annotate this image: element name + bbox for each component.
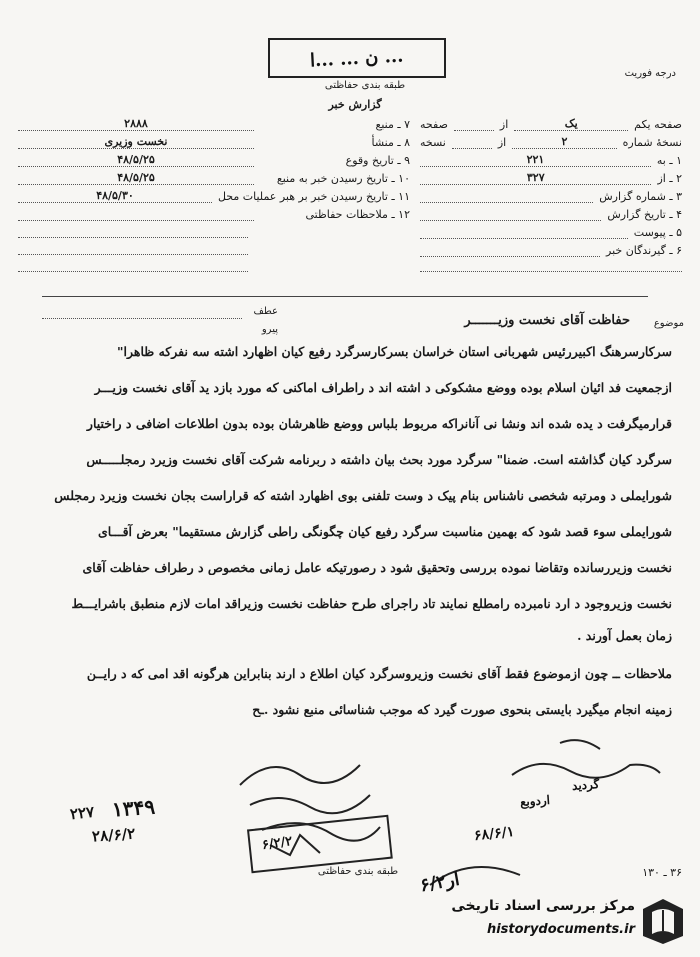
subject-label: موضوع xyxy=(653,318,684,329)
left-fields xyxy=(18,113,410,272)
hand-note-2: اردوبع xyxy=(519,792,551,810)
document-code: ۳۶ ـ ۱۳۰ xyxy=(642,866,682,879)
field-news-to-ops-date-label: ۱۱ ـ تاریخ رسیدن خبر بر هبر عملیات محل xyxy=(217,190,410,203)
field-source-value: ۲۸۸۸ xyxy=(18,118,254,131)
hand-number-1349: ۱۳۴۹ xyxy=(111,794,156,822)
logo-url-text: historydocuments.ir xyxy=(486,922,635,937)
field-report-date-value xyxy=(420,208,601,221)
body-line-9: زمان بعمل آورند . xyxy=(577,628,672,643)
body-line-4: سرگرد کیان گذاشته است. ضمنا" سرگرد مورد بحث بیان داشته د ربرنامه شرکت آقای نخست وزیرد رمجلـــــس xyxy=(86,452,672,467)
page-number-row xyxy=(420,113,682,131)
ref-atf-line xyxy=(42,318,242,319)
field-occurrence-date-label: ۹ ـ تاریخ وقوع xyxy=(345,154,410,167)
field-recipients xyxy=(420,239,682,257)
field-source-label: ۷ ـ منبع xyxy=(375,118,410,131)
field-to-value: ۲۲۱ xyxy=(420,154,651,167)
signature-right xyxy=(512,740,660,778)
field-news-to-ops-date xyxy=(18,185,410,203)
body-line-6: شورایملی سوء قصد شود که بهمین مناسبت سرگرد رفیع کیان چگونگی راطی گزارش مستقیما" بعرض آقـــای xyxy=(98,524,672,539)
copy-suffix: نسخه xyxy=(420,136,446,149)
body-line-3: قرارمیگرفت د یده شده اند ونشا نی آنانراکه مربوط بلباس ووضع ظاهرشان بوده بدون اطلاعات اضافی د راختیار xyxy=(86,416,672,431)
field-attachment-value xyxy=(420,226,628,239)
hand-date-2: ۶۸/۶/۱ xyxy=(473,823,516,845)
copy-value: ۲ xyxy=(512,136,616,149)
field-security-notes xyxy=(18,203,410,221)
copy-number-row xyxy=(420,131,682,149)
field-report-number xyxy=(420,185,682,203)
field-to-label: ۱ ـ به xyxy=(656,154,682,167)
classification-label-top: طبقه بندی حفاظتی xyxy=(324,80,406,91)
report-title: گزارش خبر xyxy=(328,98,382,111)
field-security-notes-value xyxy=(18,208,254,221)
field-security-notes-label: ۱۲ ـ ملاحظات حفاظتی xyxy=(305,208,410,221)
field-news-to-source-date-value: ۴۸/۵/۲۵ xyxy=(18,172,254,185)
field-source xyxy=(18,113,410,131)
field-report-date xyxy=(420,203,682,221)
hand-date-1: ۲۸/۶/۲ xyxy=(91,824,136,846)
hand-date-3: ۶/۲/۲ xyxy=(261,833,294,854)
field-attachment xyxy=(420,221,682,239)
stamp-scribble: ن ... ...ا ... xyxy=(309,45,405,71)
field-report-number-value xyxy=(420,190,593,203)
recipients-extra-line xyxy=(420,257,682,272)
page-value: یک xyxy=(514,118,628,131)
logo-name-text: مرکز بررسی اسناد تاریخی xyxy=(451,898,635,914)
page-label: صفحه یکم xyxy=(634,118,682,131)
body-line-7: نخست وزیررسانده وتقاضا نموده بررسی وتحقیق شود د رصورتیکه عامل زمانی مخصوص د رطراف حفاظت آقای xyxy=(82,560,672,575)
notes-extra-line-2 xyxy=(18,238,248,255)
field-from-value: ۳۲۷ xyxy=(420,172,651,185)
field-report-date-label: ۴ ـ تاریخ گزارش xyxy=(607,208,682,221)
field-occurrence-date-value: ۴۸/۵/۲۵ xyxy=(18,154,254,167)
hand-date-4: ار۶/۲ xyxy=(418,868,462,897)
body-line-11: زمینه انجام میگیرد بایستی بنحوی صورت گیرد که موجب شناسائی منبع نشود .ـح xyxy=(252,702,672,717)
field-origin xyxy=(18,131,410,149)
ref-atf-label: عطف xyxy=(253,306,278,317)
field-news-to-ops-date-value: ۴۸/۵/۳۰ xyxy=(18,190,212,203)
header-divider xyxy=(42,296,648,297)
field-to xyxy=(420,149,682,167)
field-origin-value: نخست وزیری xyxy=(18,136,254,149)
field-recipients-value xyxy=(420,244,600,257)
notes-extra-line-1 xyxy=(18,221,248,238)
logo-book-icon xyxy=(640,896,686,946)
ink-stamp-center xyxy=(240,765,392,872)
field-origin-label: ۸ ـ منشأ xyxy=(371,136,410,149)
page-total-blank xyxy=(454,118,494,131)
field-from xyxy=(420,167,682,185)
field-attachment-label: ۵ ـ پیوست xyxy=(633,226,682,239)
page-mid: از xyxy=(499,118,509,131)
body-line-1: سرکارسرهنگ اکبیررئیس شهربانی استان خراسان بسرکارسرگرد رفیع کیان اظهارد اشته سه نفرکه ظاهرا" xyxy=(116,344,672,359)
hand-note-1: گردید xyxy=(571,777,600,793)
hand-number-227: ۲۲۷ xyxy=(69,802,96,824)
ref-peyro-label: پیرو xyxy=(261,324,278,335)
body-line-5: شورایملی د ومرتبه شخصی ناشناس بنام پیک د وست تلفنی بوی اظهارد اشته که قراراست بجان نخست وزیرد رمجلس xyxy=(54,488,672,503)
right-fields xyxy=(420,113,682,272)
field-from-label: ۲ ـ از xyxy=(657,172,682,185)
field-report-number-label: ۳ ـ شماره گزارش xyxy=(599,190,682,203)
body-line-10: ملاحظات ــ چون ازموضوع فقط آقای نخست وزیروسرگرد کیان اطلاع د ارند بنابراین هرگونه اقد امی که د رایــن xyxy=(86,666,672,681)
top-stamp-box xyxy=(268,38,446,78)
field-news-to-source-date-label: ۱۰ ـ تاریخ رسیدن خبر به منبع xyxy=(276,172,410,185)
field-news-to-source-date xyxy=(18,167,410,185)
body-line-8: نخست وزیروجود د ارد نامبرده رامطلع نمایند تاد راجرای طرح حفاظت نخست وزیراقد امات لازم منطبق باشرایـــط xyxy=(71,596,672,611)
copy-mid: از xyxy=(497,136,507,149)
copy-total-blank xyxy=(452,136,492,149)
page-suffix: صفحه xyxy=(420,118,448,131)
body-line-2: ازجمعیت فد ائیان اسلام بوده ووضع مشکوکی د اشته اند د راطراف اماکنی که مورد بازد ید آقای نخست وزیـــر xyxy=(94,380,672,395)
priority-label: درجه فوریت xyxy=(624,68,676,79)
field-occurrence-date xyxy=(18,149,410,167)
field-recipients-label: ۶ ـ گیرندگان خبر xyxy=(606,244,682,257)
notes-extra-line-3 xyxy=(18,255,248,272)
classification-label-bottom: طبقه بندی حفاظتی xyxy=(317,866,399,877)
subject-value: حفاظت آقای نخست وزیـــــــر xyxy=(464,313,630,328)
copy-label: نسخهٔ شماره xyxy=(622,136,682,149)
